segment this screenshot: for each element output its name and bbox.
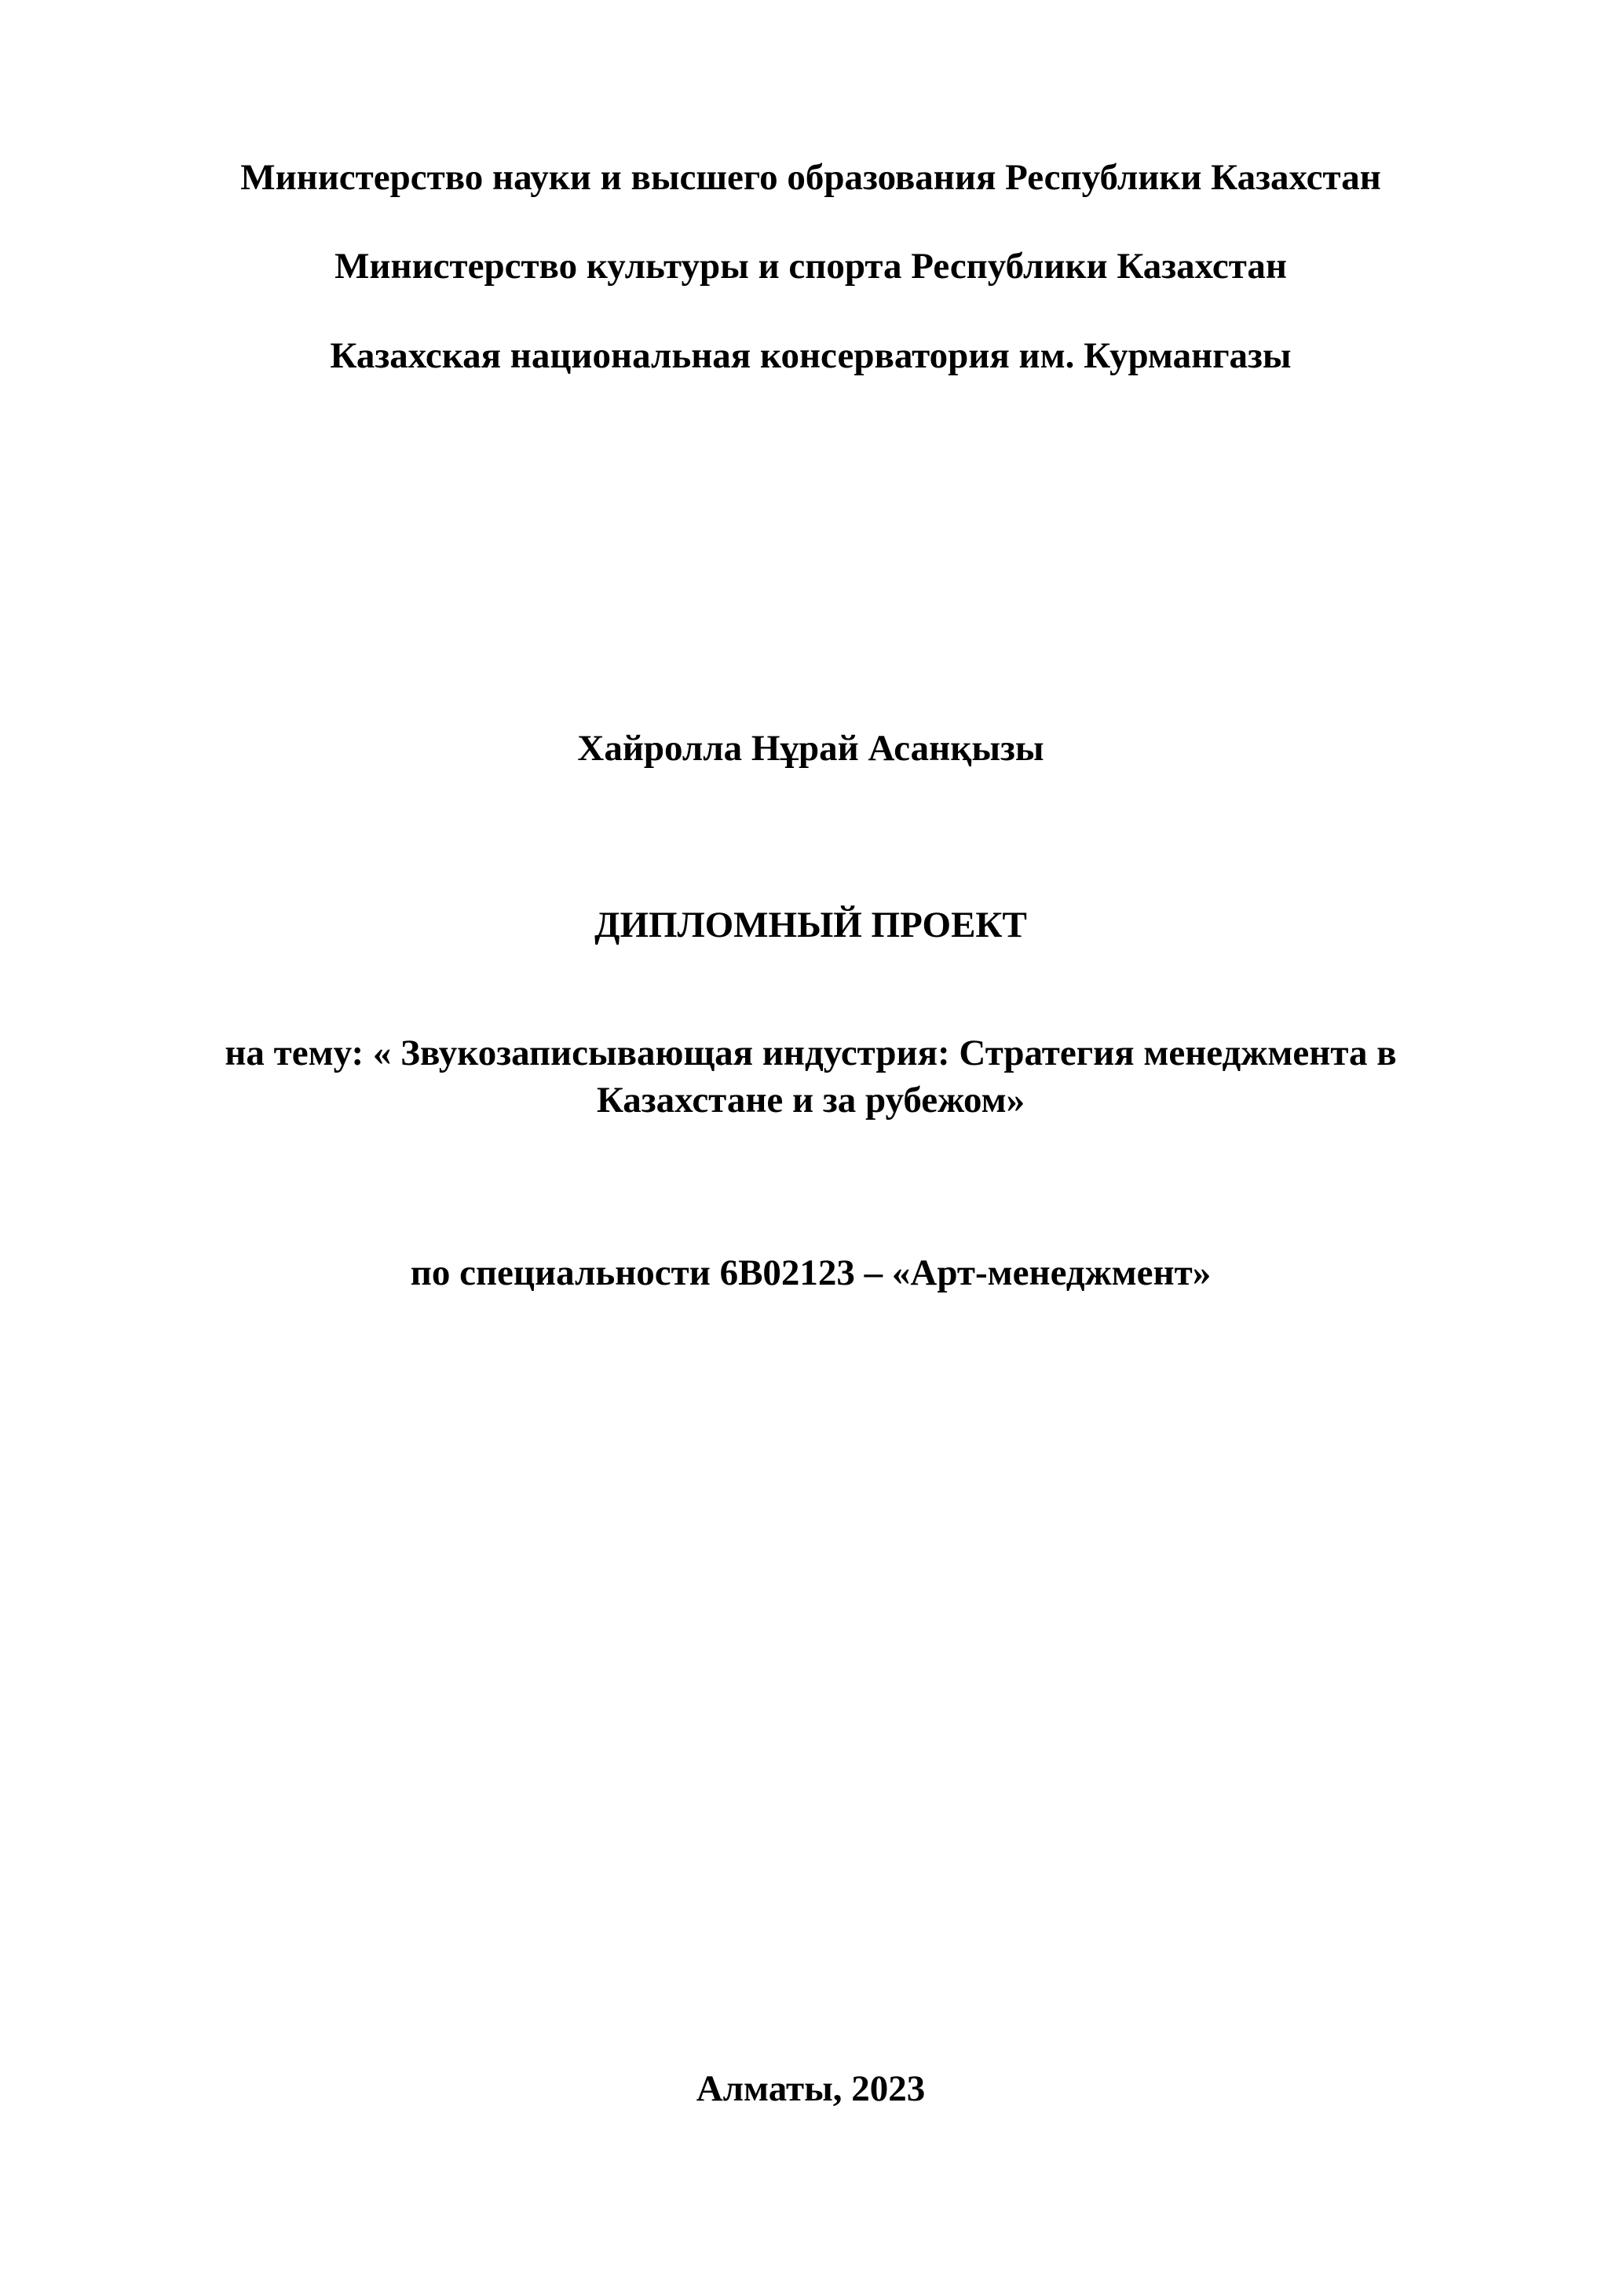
place-year xyxy=(80,2067,1541,2111)
institution-heading xyxy=(80,334,1541,378)
topic-line-2-text: Казахстане и за рубежом» xyxy=(596,1080,1025,1121)
document-type-text: ДИПЛОМНЫЙ ПРОЕКТ xyxy=(594,905,1027,945)
place-year-text: Алматы, 2023 xyxy=(696,2068,926,2109)
author-name xyxy=(80,726,1541,770)
institution-text: Казахская национальная консерватория им. Курмангазы xyxy=(330,335,1292,376)
ministry-culture-heading xyxy=(80,244,1541,288)
document-type xyxy=(80,903,1541,947)
ministry-science-text: Министерство науки и высшего образования Республики Казахстан xyxy=(240,157,1381,198)
topic-line-1-text: на тему: « Звукозаписывающая индустрия: Стратегия менеджмента в xyxy=(225,1033,1397,1073)
specialty-line xyxy=(80,1251,1541,1295)
topic-line-1 xyxy=(80,1031,1541,1075)
ministry-culture-text: Министерство культуры и спорта Республики Казахстан xyxy=(334,246,1287,287)
topic-line-2 xyxy=(80,1078,1541,1122)
author-name-text: Хайролла Нұрай Асанқызы xyxy=(577,728,1044,769)
specialty-text: по специальности 6В02123 – «Арт-менеджмент» xyxy=(410,1252,1212,1293)
ministry-science-heading xyxy=(80,155,1541,199)
